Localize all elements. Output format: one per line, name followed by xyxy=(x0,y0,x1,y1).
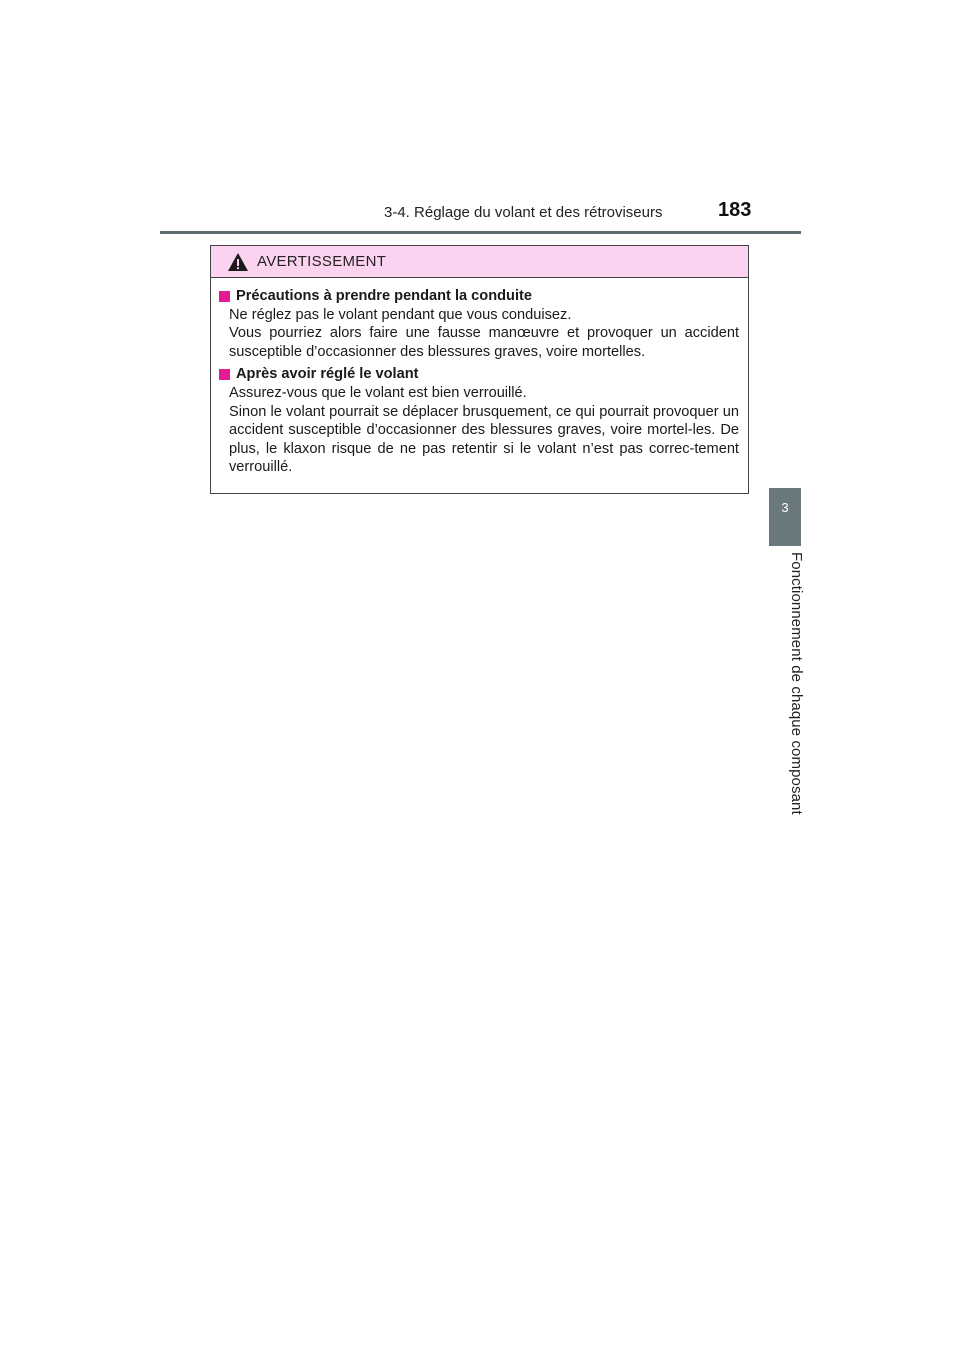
page-number: 183 xyxy=(718,199,752,221)
warning-item-line: Ne réglez pas le volant pendant que vous conduisez. xyxy=(229,306,572,323)
header-divider xyxy=(160,231,801,234)
warning-item xyxy=(219,287,739,361)
warning-header xyxy=(211,246,748,278)
square-bullet-icon xyxy=(219,369,230,380)
chapter-title: Fonctionnement de chaque composant xyxy=(788,552,805,815)
chapter-tab xyxy=(769,488,801,546)
warning-item-line: Vous pourriez alors faire une fausse manœuvre et provoquer un accident susceptible d’occasionner des blessures graves, voire mortelles. xyxy=(229,325,739,360)
warning-item-line: Assurez-vous que le volant est bien verrouillé. xyxy=(229,384,527,401)
warning-body xyxy=(211,278,748,477)
warning-box xyxy=(210,245,749,494)
warning-item-heading: Après avoir réglé le volant xyxy=(236,366,419,383)
warning-triangle-icon xyxy=(227,252,249,272)
warning-item-heading: Précautions à prendre pendant la conduite xyxy=(236,288,532,304)
warning-title: AVERTISSEMENT xyxy=(257,253,387,270)
square-bullet-icon xyxy=(219,291,230,302)
section-title: 3-4. Réglage du volant et des rétroviseurs xyxy=(384,204,663,221)
warning-item xyxy=(219,365,739,477)
chapter-number: 3 xyxy=(781,500,789,515)
warning-item-line: Sinon le volant pourrait se déplacer brusquement, ce qui pourrait provoquer un accident susceptible d’occasionner des blessures graves, voire mortel-les. De plus, le klaxon risque de ne pas retentir si le volant n’est pas correc-tement verrouillé. xyxy=(229,403,739,476)
